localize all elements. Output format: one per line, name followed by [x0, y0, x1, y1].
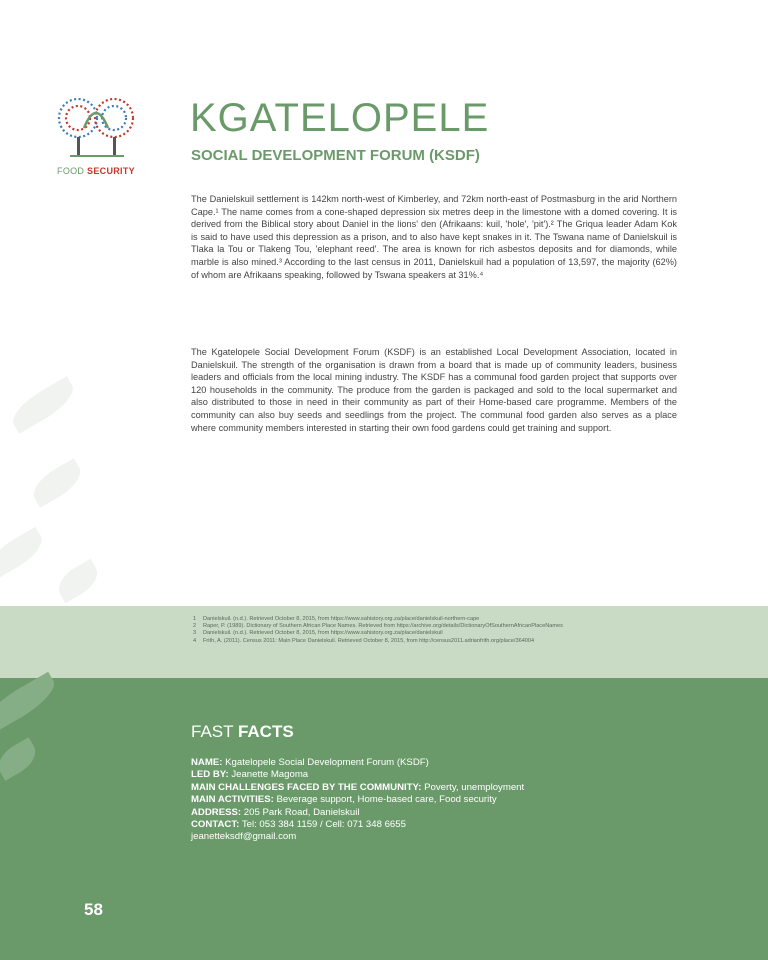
fast-facts-title-light: FAST [191, 722, 234, 741]
fact-value: Poverty, unemployment [424, 781, 525, 793]
page-title: KGATELOPELE [190, 96, 490, 140]
footnote-number: 1 [193, 616, 197, 622]
footnote [193, 623, 679, 630]
fast-facts-list [191, 757, 711, 844]
footnote-number: 3 [193, 630, 197, 637]
fact-key: NAME: [191, 757, 223, 768]
footnote [193, 630, 679, 637]
fast-facts-title [191, 722, 294, 742]
footnote-number: 4 [193, 637, 197, 644]
footnote [193, 638, 679, 645]
footnote [193, 616, 679, 623]
fact-key: LED BY: [191, 769, 229, 781]
footnote-text: Frith, A. (2011). Census 2011: Main Place Danielskuil. Retrieved October 8, 2015, from http://census2011.adrianfrith.org/place/364004 [203, 637, 535, 644]
fast-facts-title-bold: FACTS [237, 722, 294, 741]
logo-label-bold: SECURITY [87, 166, 135, 176]
fact-row [191, 757, 711, 769]
background-leaf [27, 458, 87, 508]
fact-value: Kgatelopele Social Development Forum (KSDF) [225, 757, 429, 768]
fact-value: Jeanette Magoma [231, 769, 309, 781]
background-leaf [52, 559, 103, 604]
background-leaf [6, 376, 80, 434]
fact-value: Beverage support, Home-based care, Food security [276, 794, 497, 806]
fact-row [191, 769, 711, 781]
food-security-logo-icon [48, 92, 144, 176]
fact-key: MAIN ACTIVITIES: [191, 794, 274, 806]
fact-row [191, 807, 711, 819]
footnote-text: Raper, P. (1989). Dictionary of Southern African Place Names. Retrieved from https://archive.org/details/DictionaryOfSouthernAfricanPlaceNames [203, 623, 563, 630]
fact-key: CONTACT: [191, 819, 240, 831]
logo-label-prefix: FOOD [57, 166, 85, 176]
fact-key: MAIN CHALLENGES FACED BY THE COMMUNITY: [191, 781, 422, 793]
fact-value: Tel: 053 384 1159 / Cell: 071 348 6655 [241, 819, 406, 831]
fact-row [191, 782, 711, 794]
page-number: 58 [84, 900, 103, 919]
footnote-text: Danielskuil. (n.d.). Retrieved October 8, 2015, from https://www.sahistory.org.za/place/danielskuil-northern-cape [203, 616, 480, 622]
logo-label [46, 166, 146, 176]
page-subtitle: SOCIAL DEVELOPMENT FORUM (KSDF) [191, 147, 480, 164]
contact-email: jeanetteksdf@gmail.com [191, 831, 297, 843]
fact-value: 205 Park Road, Danielskuil [243, 806, 360, 818]
footnotes [193, 616, 679, 645]
fact-row [191, 819, 711, 831]
fact-row [191, 794, 711, 806]
body-paragraph: The Danielskuil settlement is 142km north-west of Kimberley, and 72km north-east of Postmasburg in the arid Northern Cape.¹ The name comes from a cone-shaped depression six metres deep in the limestone with a domed covering. It is derived from the Biblical story about Daniel in the lions' den (Afrikaans: kuil, 'hole', 'pit').² The Griqua leader Adam Kok is said to have used this depression as a prison, and to also have kept snakes in it. The Tswana name of Danielskuil is Tlaka la Tou or Tlakeng Tou, 'elephant reed'. The area is known for rich asbestos deposits and for diamonds, while marble is also mined.³ According to the last census in 2011, Danielskuil had a population of 13,597, the majority (62%) of whom are Afrikaans speaking, followed by Tswana speakers at 31%.⁴ [191, 194, 677, 280]
background-leaf [0, 527, 48, 580]
footnote-number: 2 [193, 623, 197, 630]
fact-key: ADDRESS: [191, 806, 242, 818]
body-paragraph: The Kgatelopele Social Development Forum (KSDF) is an established Local Development Association, located in Danielskuil. The strength of the organisation is drawn from a board that is made up of community leaders, business leaders and officials from the local mining industry. The KSDF has a communal food garden project that supports over 120 households in the community. The produce from the garden is packaged and sold to the local supermarket and also distributed to those in need in their community as part of their Home-based care programme. Members of the community can also buy seeds and seedlings from the project. The communal food garden also serves as a place where community members interested in starting their own food gardens could get training and support. [191, 347, 677, 433]
fact-row [191, 831, 711, 843]
footnote-text: Danielskuil. (n.d.). Retrieved October 8, 2015, from https://www.sahistory.org.za/place/danielskuil [203, 630, 443, 637]
